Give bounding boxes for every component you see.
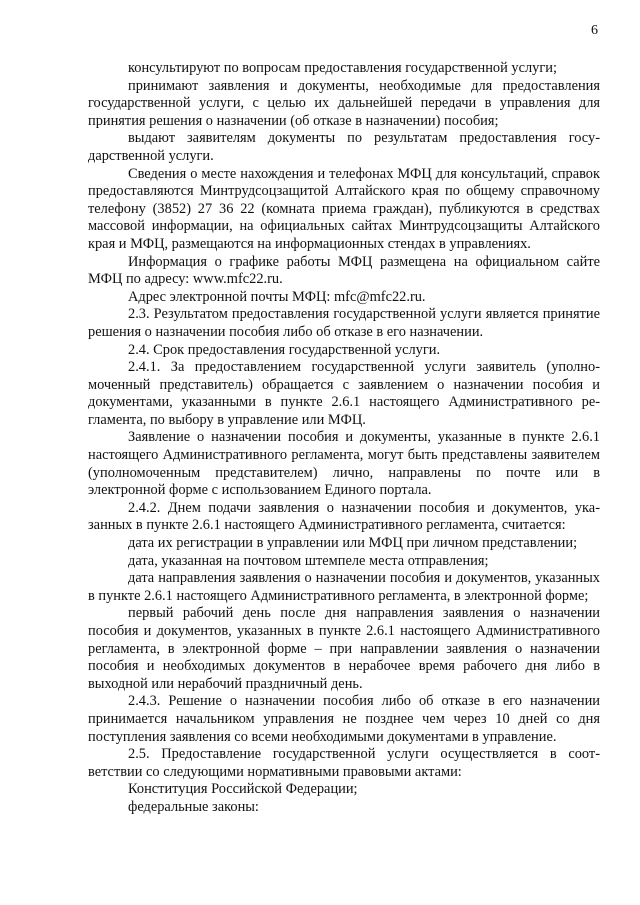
paragraph: 2.3. Результатом предоставления государственной услуги является принятие решения о назначении пособия либо об отказе в его назначении. <box>88 306 600 340</box>
paragraph: принимают заявления и документы, необходимые для предоставления государственной услуги, с целью их дальнейшей передачи в управления для принятия решения о назначении (об отказе в назначении) пособия; <box>88 77 600 129</box>
paragraph: федеральные законы: <box>128 798 259 815</box>
paragraph: 2.4. Срок предоставления государственной услуги. <box>128 341 441 358</box>
paragraph: 2.4.2. Днем подачи заявления о назначении пособия и документов, указанных в пункте 2.6.1 настоящего Административного регламента, считается: <box>88 499 600 534</box>
paragraph: выдают заявителям документы по результатам предоставления государственной услуги. <box>88 130 600 164</box>
paragraph: дата, указанная на почтовом штемпеле места отправления; <box>128 552 489 569</box>
paragraph: 2.4.3. Решение о назначении пособия либо об отказе в его назначении принимается начальником управления не позднее чем через 10 дней со дня поступления заявления со всеми необходимыми документами в управление. <box>88 693 600 745</box>
paragraph: Адрес электронной почты МФЦ: mfc@mfc22.ru. <box>128 288 426 305</box>
paragraph: 2.4.1. За предоставлением государственной услуги заявитель (уполномоченный представитель) обращается с заявлением о назначении пособия и документами, указанными в пункте 2.6.1 настоящего Административного регламента, по выбору в управление или МФЦ. <box>88 359 600 428</box>
paragraph: консультируют по вопросам предоставления государственной услуги; <box>128 60 557 76</box>
page-number: 6 <box>591 23 598 38</box>
paragraph: дата направления заявления о назначении пособия и документов, указанных в пункте 2.6.1 настоящего Административного регламента, в электронной форме; <box>88 570 600 604</box>
paragraph: Заявление о назначении пособия и документы, указанные в пункте 2.6.1 настоящего Административного регламента, могут быть представлены заявителем (уполномоченным представителем) лично, направлены по почте или в электронной форме с использованием Единого портала. <box>88 429 600 499</box>
document-body <box>88 60 600 817</box>
paragraph: Сведения о месте нахождения и телефонах МФЦ для консультаций, справок предоставляются Минтрудсоцзащитой Алтайского края по общему справочному телефону (3852) 27 36 22 (комната приема граждан), публикуются в средствах массовой информации, на официальных сайтах Минтрудсоцзащиты Алтайского края и МФЦ, размещаются на информационных стендах в управлениях. <box>88 165 600 252</box>
paragraph: дата их регистрации в управлении или МФЦ при личном представлении; <box>128 535 578 552</box>
paragraph: первый рабочий день после дня направления заявления о назначении пособия и документов, указанных в пункте 2.6.1 настоящего Административного регламента, в электронной форме – при направлении заявления о назначении пособия и необходимых документов в нерабочее время рабочего дня либо в выходной или нерабочий праздничный день. <box>88 605 600 692</box>
paragraph: 2.5. Предоставление государственной услуги осуществляется в соответствии со следующими нормативными правовыми актами: <box>88 746 600 780</box>
paragraph: Информация о графике работы МФЦ размещена на официальном сайте МФЦ по адресу: www.mfc22.ru. <box>88 253 600 288</box>
paragraph: Конституция Российской Федерации; <box>128 781 358 798</box>
